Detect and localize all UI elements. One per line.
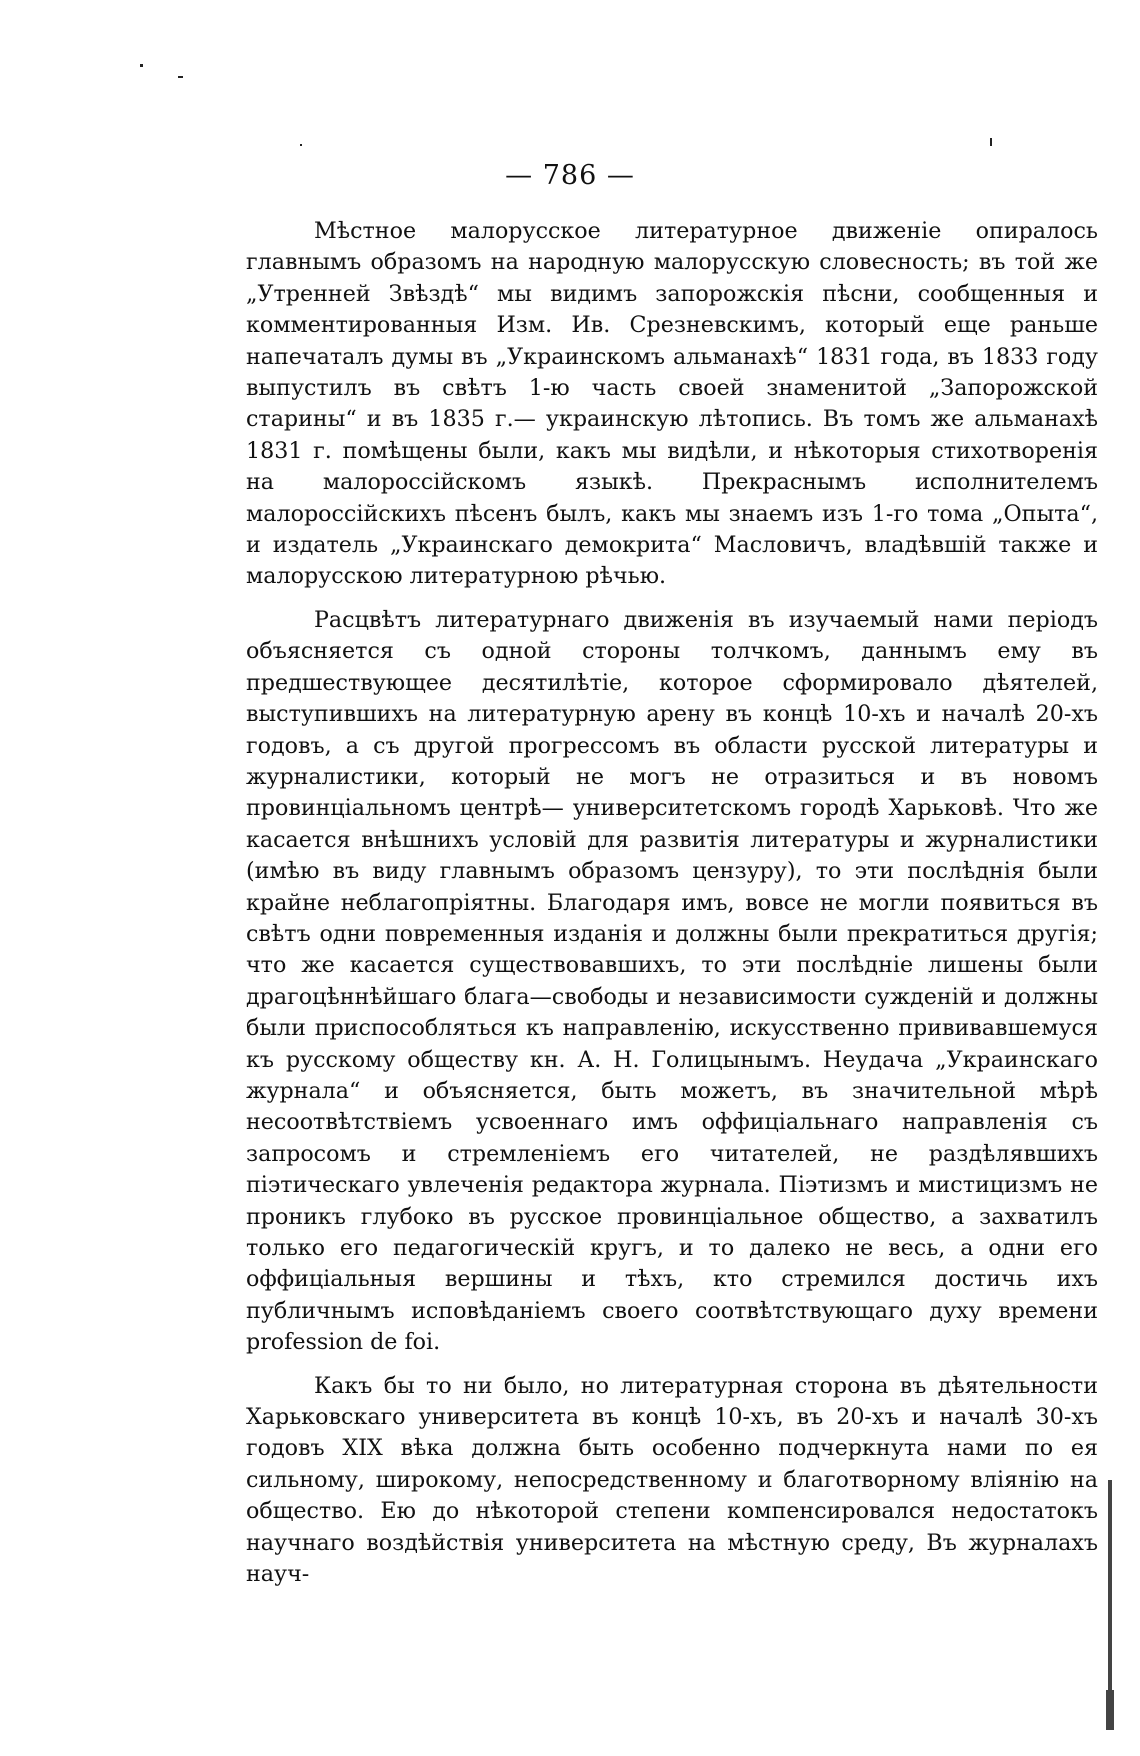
scan-speck	[990, 138, 992, 146]
scan-speck	[178, 76, 183, 78]
scan-speck	[300, 144, 302, 146]
paragraph: Расцвѣтъ литературнаго движенія въ изучаемый нами періодъ объясняется съ одной стороны толчкомъ, даннымъ ему въ предшествующее десятилѣтіе, которое сформировало дѣятелей, выступившихъ на литературную арену въ концѣ 10-хъ и началѣ 20-хъ годовъ, а съ другой прогрессомъ въ области русской литературы и журналистики, который не могъ не отразиться и въ новомъ провинціальномъ центрѣ— университетскомъ городѣ Харьковѣ. Что же касается внѣшнихъ условій для развитія литературы и журналистики (имѣю въ виду главнымъ образомъ цензуру), то эти послѣднія были крайне неблагопріятны. Благодаря имъ, вовсе не могли появиться въ свѣтъ одни повременныя изданія и должны были прекратиться другія; что же касается существовавшихъ, то эти послѣдніе лишены были драгоцѣннѣйшаго блага—свободы и независимости сужденій и должны были приспособляться къ направленію, искусственно прививавшемуся къ русскому обществу кн. А. Н. Голицынымъ. Неудача „Украинскаго журнала“ и объясняется, быть можетъ, въ значительной мѣрѣ несоотвѣтствіемъ усвоеннаго имъ оффиціальнаго направленія съ запросомъ и стремленіемъ его читателей, не раздѣлявшихъ піэтическаго увлеченія редактора журнала. Піэтизмъ и мистицизмъ не проникъ глубоко въ русское провинціальное общество, а захватилъ только его педагогическій кругъ, и то далеко не весь, а одни его оффиціальныя вершины и тѣхъ, кто стремился достичь ихъ публичнымъ исповѣданіемъ своего соотвѣтствующаго духу времени profession de foi.	[246, 606, 1098, 1356]
paragraph: Мѣстное малорусское литературное движеніе опиралось главнымъ образомъ на народную малорусскую словесность; въ той же „Утренней Звѣздѣ“ мы видимъ запорожскія пѣсни, сообщенныя и комментированныя Изм. Ив. Срезневскимъ, который еще раньше напечаталъ думы въ „Украинскомъ альманахѣ“ 1831 года, въ 1833 году выпустилъ въ свѣтъ 1-ю часть своей знаменитой „Запорожской старины“ и въ 1835 г.— украинскую лѣтопись. Въ томъ же альманахѣ 1831 г. помѣщены были, какъ мы видѣли, и нѣкоторыя стихотворенія на малороссійскомъ языкѣ. Прекраснымъ исполнителемъ малороссійскихъ пѣсенъ былъ, какъ мы знаемъ изъ 1-го тома „Опыта“, и издатель „Украинскаго демокрита“ Масловичъ, владѣвшій также и малорусскою литературною рѣчью.	[246, 218, 1098, 590]
scan-margin-line	[1106, 1690, 1114, 1730]
body-text	[246, 216, 1098, 1590]
page-number: — 786 —	[505, 160, 635, 191]
paragraph: Какъ бы то ни было, но литературная сторона въ дѣятельности Харьковскаго университета въ концѣ 10-хъ, въ 20-хъ и началѣ 30-хъ годовъ XIX вѣка должна быть особенно подчеркнута нами по ея сильному, широкому, непосредственному и благотворному вліянію на общество. Ею до нѣкоторой степени компенсировался недостатокъ научнаго воздѣйствія университета на мѣстную среду, Въ журналахъ науч-	[246, 1372, 1098, 1588]
scan-speck	[140, 64, 143, 67]
